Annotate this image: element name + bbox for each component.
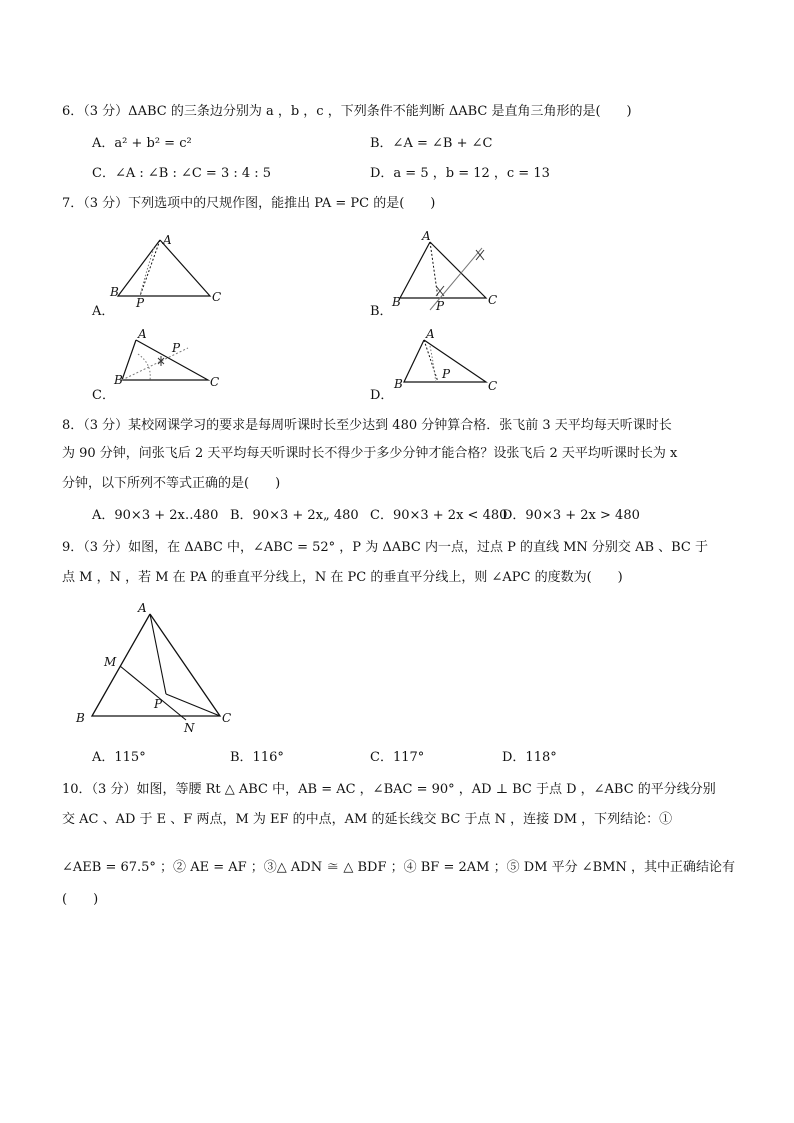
q8-stem-line-1: 8．（3 分）某校网课学习的要求是每周听课时长至少达到 480 分钟算合格．张飞前 3 天平均每天听课时长	[62, 418, 672, 433]
label-p: P	[154, 697, 163, 711]
label-c: C	[488, 293, 498, 307]
line-mn	[120, 666, 186, 720]
q10-stem-line-3: ∠AEB = 67.5° ；② AE = AF ；③△ ADN ≅ △ BDF ；④ BF = 2AM ；⑤ DM 平分 ∠BMN ，其中正确结论有	[62, 860, 735, 875]
label-c: C	[488, 379, 498, 393]
q10-stem-line-4: ( )	[62, 892, 99, 907]
label-b: B	[76, 711, 85, 725]
label-a: A	[422, 229, 431, 243]
q9-figure	[72, 598, 242, 734]
label-c: C	[212, 290, 222, 304]
q6-stem: 6．（3 分）ΔABC 的三条边分别为 a ，b ，c ，下列条件不能判断 ΔABC 是直角三角形的是( )	[62, 104, 632, 119]
q6-option-b: B．∠A = ∠B + ∠C	[370, 136, 493, 151]
triangle-outline	[118, 240, 210, 296]
q9-option-d: D．118°	[502, 750, 557, 765]
q9-option-c: C．117°	[370, 750, 425, 765]
q7-stem: 7．（3 分）下列选项中的尺规作图，能推出 PA = PC 的是( )	[62, 196, 436, 211]
q6-option-a: A．a² + b² = c²	[92, 136, 192, 151]
q9-stem-line-1: 9．（3 分）如图，在 ΔABC 中，∠ABC = 52° ，P 为 ΔABC 内一点，过点 P 的直线 MN 分别交 AB 、BC 于	[62, 540, 709, 555]
label-n: N	[184, 721, 195, 735]
triangle-outline	[122, 340, 208, 380]
q7-figure-d	[392, 326, 502, 392]
label-p: P	[436, 299, 445, 313]
label-a: A	[138, 601, 147, 615]
q9-stem-line-2: 点 M ，N ，若 M 在 PA 的垂直平分线上，N 在 PC 的垂直平分线上，则 ∠APC 的度数为( )	[62, 570, 623, 585]
label-a: A	[426, 327, 435, 341]
label-b: B	[114, 373, 123, 387]
q9-option-a: A．115°	[92, 750, 146, 765]
q8-stem-line-3: 分钟，以下所列不等式正确的是( )	[62, 476, 281, 491]
q8-option-a: A．90×3 + 2x‥480	[92, 508, 219, 523]
label-b: B	[392, 295, 401, 309]
label-b: B	[394, 377, 403, 391]
label-c: C	[210, 375, 220, 389]
q7-option-a-label: A．	[92, 304, 115, 319]
q10-stem-line-1: 10．（3 分）如图，等腰 Rt △ ABC 中，AB = AC ，∠BAC = 90° ，AD ⊥ BC 于点 D ，∠ABC 的平分线分别	[62, 782, 716, 797]
label-p: P	[172, 341, 181, 355]
q7-figure-a	[110, 228, 230, 308]
segment-ap	[140, 240, 160, 296]
label-c: C	[222, 711, 232, 725]
label-b: B	[110, 285, 119, 299]
label-m: M	[104, 655, 117, 669]
label-p: P	[442, 367, 451, 381]
q6-option-c: C．∠A : ∠B : ∠C = 3 : 4 : 5	[92, 166, 272, 181]
label-a: A	[138, 327, 147, 341]
label-a: A	[163, 233, 172, 247]
q8-option-d: D．90×3 + 2x > 480	[502, 508, 640, 523]
q7-figure-c	[114, 328, 224, 394]
q7-option-b-label: B．	[370, 304, 393, 319]
arc-mark	[158, 356, 164, 366]
q8-stem-line-2: 为 90 分钟，问张飞后 2 天平均每天听课时长不得少于多少分钟才能合格？设张飞后 2 天平均听课时长为 x	[62, 446, 678, 461]
label-p: P	[136, 296, 145, 310]
q10-stem-line-2: 交 AC 、AD 于 E 、F 两点，M 为 EF 的中点，AM 的延长线交 BC 于点 N ，连接 DM ，下列结论：①	[62, 812, 673, 827]
triangle-outline	[400, 242, 486, 298]
segment-ap	[424, 340, 438, 382]
segment-ap	[430, 242, 438, 298]
q6-option-d: D．a = 5 ，b = 12 ，c = 13	[370, 166, 550, 181]
q7-option-c-label: C．	[92, 388, 115, 403]
arc-construction	[430, 346, 436, 384]
q7-figure-b	[392, 228, 512, 313]
q8-option-b: B．90×3 + 2x„ 480	[230, 508, 359, 523]
q9-option-b: B．116°	[230, 750, 284, 765]
arc-construction	[140, 248, 154, 296]
q7-option-d-label: D．	[370, 388, 394, 403]
q8-option-c: C．90×3 + 2x < 480	[370, 508, 508, 523]
arc-mark-upper	[476, 250, 484, 260]
